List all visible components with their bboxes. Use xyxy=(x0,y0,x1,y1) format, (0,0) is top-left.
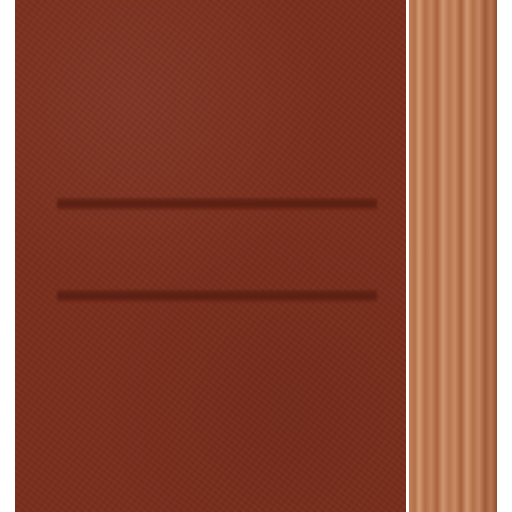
cover-groove-bottom xyxy=(57,290,377,302)
cover-groove-top xyxy=(57,198,377,210)
book-cover xyxy=(15,0,406,512)
page-margin-right xyxy=(497,0,512,512)
book-spine xyxy=(409,0,497,512)
